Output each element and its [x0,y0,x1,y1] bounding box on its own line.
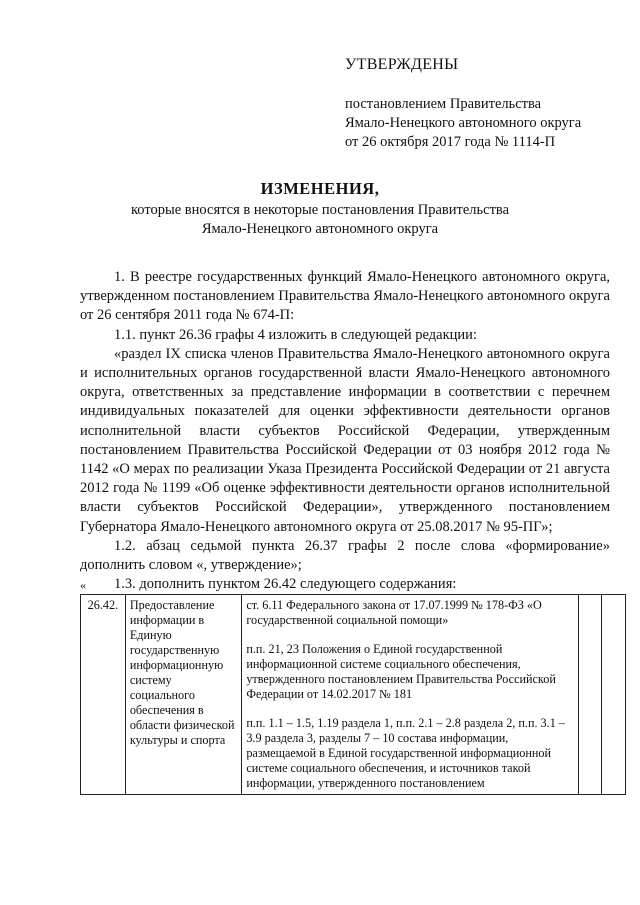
document-title: ИЗМЕНЕНИЯ, [260,179,380,198]
decree-line: от 26 октября 2017 года № 1114-П [345,134,556,150]
decree-line: Ямало-Ненецкого автономного округа [345,115,582,131]
document-subtitle [0,201,640,239]
approval-decree [345,95,581,152]
law-block: п.п. 1.1 – 1.5, 1.19 раздела 1, п.п. 2.1 – 2.8 раздела 2, п.п. 3.1 – 3.9 раздела 3, разделы 7 – 10 состава информации, размещаемой в Единой государственной информационной системе социального обеспечения, и источников такой информации, утвержденного постановлением [246,716,565,790]
law-block: п.п. 21, 23 Положения о Единой государственной информационной системе социального обеспечения, утвержденного постановлением Правительства Российской Федерации от 14.02.2017 № 181 [246,642,556,701]
paragraph-1-1: 1.1. пункт 26.36 графы 4 изложить в следующей редакции: [114,326,477,343]
registry-table [80,594,626,795]
subtitle-line: Ямало-Ненецкого автономного округа [201,221,439,237]
paragraph-1-3: 1.3. дополнить пунктом 26.42 следующего содержания: [114,576,457,593]
approved-label: УТВЕРЖДЕНЫ [345,56,459,73]
function-name: Предоставление информации в Единую государственную информационную систему социального обеспечения в области физической культуры и спорта [125,595,242,795]
empty-cell [579,595,602,795]
document-body [80,268,610,594]
law-block: ст. 6.11 Федерального закона от 17.07.1999 № 178-ФЗ «О государственной социальной помощи» [246,598,542,627]
paragraph-1: 1. В реестре государственных функций Ямало-Ненецкого автономного округа, утвержденном постановлением Правительства Ямало-Ненецкого автономного округа от 26 сентября 2011 года № 674-П: [80,269,610,324]
item-number: 26.42. [81,595,126,795]
decree-line: постановлением Правительства [345,96,542,112]
legal-basis [242,595,579,795]
opening-quote: « [80,578,86,592]
paragraph-quote: «раздел IX списка членов Правительства Ямало-Ненецкого автономного округа и исполнительных органов государственной власти Ямало-Ненецкого автономного округа, ответственных за представление информации в соответствии с перечнем индивидуальных показателей для оценки эффективности деятельности органов исполнительной власти субъектов Российской Федерации, утвержденным постановлением Правительства Российской Федерации от 03 ноября 2012 года № 1142 «О мерах по реализации Указа Президента Российской Федерации от 21 августа 2012 года № 1199 «Об оценке эффективности деятельности органов исполнительной власти субъектов Российской Федерации», утвержденного постановлением Губернатора Ямало-Ненецкого автономного округа от 25.08.2017 № 95-ПГ»; [80,345,610,535]
empty-cell [601,595,625,795]
subtitle-line: которые вносятся в некоторые постановления Правительства [130,202,510,218]
paragraph-1-2: 1.2. абзац седьмой пункта 26.37 графы 2 после слова «формирование» дополнить словом «, утверждение»; [80,537,610,574]
table-row [81,595,626,795]
